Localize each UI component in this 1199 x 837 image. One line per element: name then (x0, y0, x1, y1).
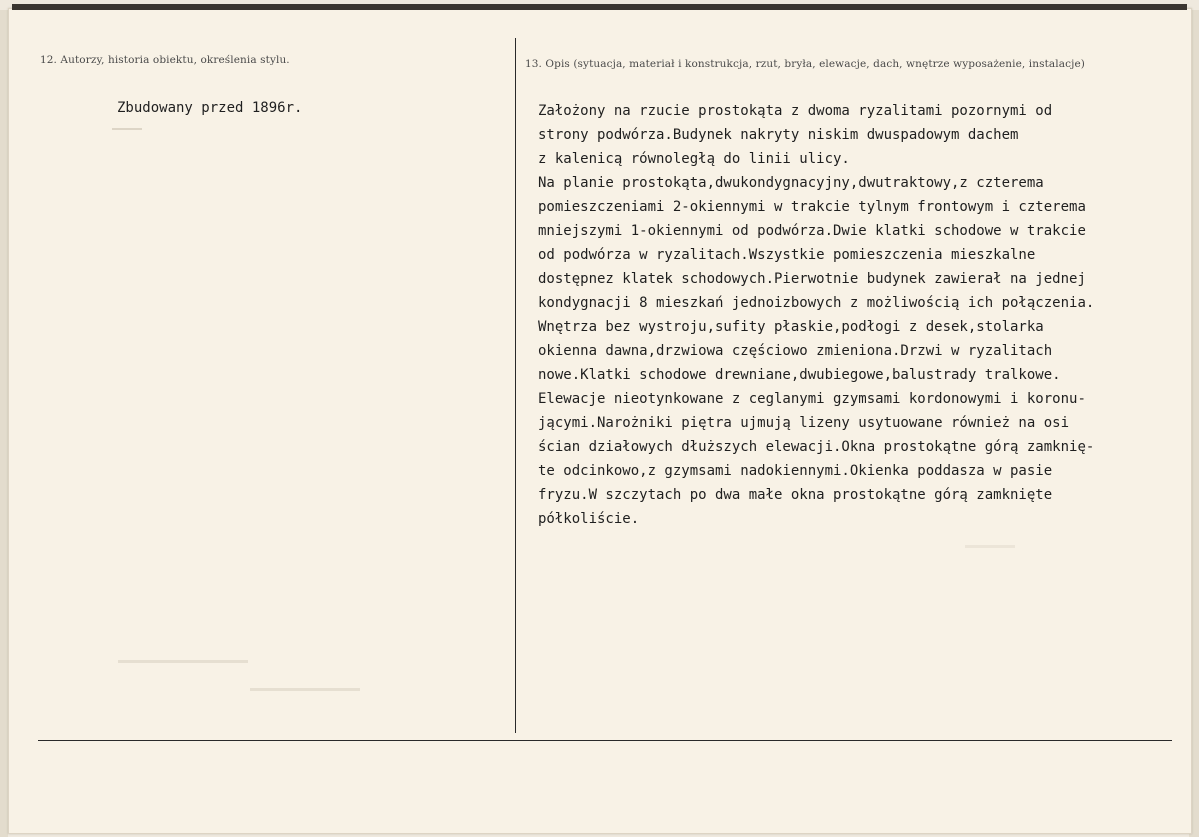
paper-edge-left (0, 10, 8, 837)
description-line: Założony na rzucie prostokąta z dwoma ryzalitami pozornymi od (538, 103, 1053, 119)
description-line: okienna dawna,drzwiowa częściowo zmieniona.Drzwi w ryzalitach (538, 343, 1053, 359)
show-through-smudge (965, 545, 1015, 548)
show-through-smudge (112, 128, 142, 130)
section-13-label: 13. Opis (sytuacja, materiał i konstrukcja, rzut, bryła, elewacje, dach, wnętrze wyposażenie, instalacje) (525, 58, 1085, 70)
description-line: fryzu.W szczytach po dwa małe okna prostokątne górą zamknięte (538, 487, 1053, 503)
description-line: Wnętrza bez wystroju,sufity płaskie,podłogi z desek,stolarka (538, 319, 1044, 335)
description-line: Elewacje nieotynkowane z ceglanymi gzymsami kordonowymi i koronu- (538, 391, 1086, 407)
scan-border-top (12, 4, 1187, 10)
show-through-smudge (118, 660, 248, 663)
bottom-rule (38, 740, 1172, 741)
description-text (538, 103, 1190, 543)
description-line: strony podwórza.Budynek nakryty niskim dwuspadowym dachem (538, 127, 1019, 143)
description-line: półkoliście. (538, 511, 640, 527)
section-12-label: 12. Autorzy, historia obiektu, określenia stylu. (40, 54, 290, 66)
description-line: mniejszymi 1-okiennymi od podwórza.Dwie klatki schodowe w trakcie (538, 223, 1086, 239)
history-text: Zbudowany przed 1896r. (117, 100, 303, 116)
description-line: nowe.Klatki schodowe drewniane,dwubiegowe,balustrady tralkowe. (538, 367, 1061, 383)
show-through-smudge (250, 688, 360, 691)
description-line: te odcinkowo,z gzymsami nadokiennymi.Okienka poddasza w pasie (538, 463, 1053, 479)
description-line: dostępnez klatek schodowych.Pierwotnie budynek zawierał na jednej (538, 271, 1086, 287)
description-line: kondygnacji 8 mieszkań jednoizbowych z możliwością ich połączenia. (538, 295, 1095, 311)
description-line: Na planie prostokąta,dwukondygnacyjny,dwutraktowy,z czterema (538, 175, 1044, 191)
description-line: z kalenicą równoległą do linii ulicy. (538, 151, 850, 167)
description-line: ścian działowych dłuższych elewacji.Okna prostokątne górą zamknię- (538, 439, 1095, 455)
column-divider (515, 38, 516, 733)
description-line: od podwórza w ryzalitach.Wszystkie pomieszczenia mieszkalne (538, 247, 1036, 263)
description-line: pomieszczeniami 2-okiennymi w trakcie tylnym frontowym i czterema (538, 199, 1086, 215)
description-line: jącymi.Narożniki piętra ujmują lizeny usytuowane również na osi (538, 415, 1070, 431)
